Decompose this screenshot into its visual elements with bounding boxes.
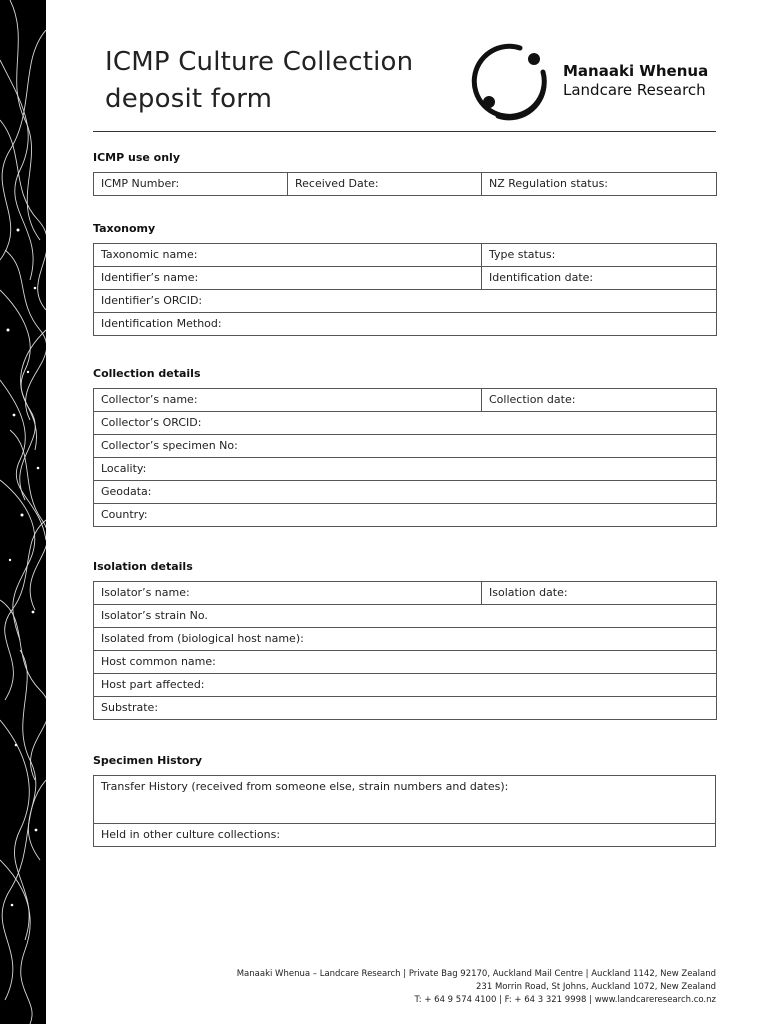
logo-name-english: Landcare Research — [563, 81, 706, 99]
section-title: ICMP use only — [93, 151, 181, 164]
received-date-field[interactable]: Received Date: — [288, 173, 482, 196]
page-title — [105, 44, 413, 118]
locality-field[interactable]: Locality: — [94, 458, 717, 481]
section-title: Collection details — [93, 367, 201, 380]
section-specimen-history — [93, 753, 716, 847]
title-line-1: ICMP Culture Collection — [105, 47, 414, 77]
host-common-name-field[interactable]: Host common name: — [94, 651, 717, 674]
page-footer — [237, 968, 716, 1007]
transfer-history-field[interactable]: Transfer History (received from someone else, strain numbers and dates): — [94, 776, 716, 824]
section-isolation-details — [93, 559, 716, 720]
logo-name-maori: Manaaki Whenua — [563, 62, 709, 80]
country-field[interactable]: Country: — [94, 504, 717, 527]
collector-orcid-field[interactable]: Collector’s ORCID: — [94, 412, 717, 435]
organisation-logo — [470, 42, 730, 122]
header-divider — [93, 131, 716, 132]
collection-table — [93, 388, 717, 527]
decorative-sidebar — [0, 0, 46, 1024]
collection-date-field[interactable]: Collection date: — [482, 389, 717, 412]
geodata-field[interactable]: Geodata: — [94, 481, 717, 504]
section-collection-details — [93, 366, 716, 527]
taxonomic-name-field[interactable]: Taxonomic name: — [94, 244, 482, 267]
isolated-from-field[interactable]: Isolated from (biological host name): — [94, 628, 717, 651]
identifier-orcid-field[interactable]: Identifier’s ORCID: — [94, 290, 717, 313]
icmp-table — [93, 172, 717, 196]
section-icmp-use-only — [93, 150, 716, 196]
identification-method-field[interactable]: Identification Method: — [94, 313, 717, 336]
identifier-name-field[interactable]: Identifier’s name: — [94, 267, 482, 290]
icmp-number-field[interactable]: ICMP Number: — [94, 173, 288, 196]
nz-regulation-field[interactable]: NZ Regulation status: — [482, 173, 717, 196]
host-part-field[interactable]: Host part affected: — [94, 674, 717, 697]
taxonomy-table — [93, 243, 717, 336]
section-title: Isolation details — [93, 560, 193, 573]
footer-line-3: T: + 64 9 574 4100 | F: + 64 3 321 9998 | www.landcareresearch.co.nz — [414, 995, 716, 1005]
held-collections-field[interactable]: Held in other culture collections: — [94, 824, 716, 847]
substrate-field[interactable]: Substrate: — [94, 697, 717, 720]
history-table — [93, 775, 716, 847]
collector-name-field[interactable]: Collector’s name: — [94, 389, 482, 412]
logo-ring-icon — [470, 42, 556, 122]
isolator-name-field[interactable]: Isolator’s name: — [94, 582, 482, 605]
contour-pattern — [0, 0, 46, 1024]
footer-line-1: Manaaki Whenua – Landcare Research | Private Bag 92170, Auckland Mail Centre | Auckland 1142, New Zealand — [236, 969, 716, 979]
identification-date-field[interactable]: Identification date: — [482, 267, 717, 290]
isolation-date-field[interactable]: Isolation date: — [482, 582, 717, 605]
section-taxonomy — [93, 221, 716, 336]
type-status-field[interactable]: Type status: — [482, 244, 717, 267]
footer-line-2: 231 Morrin Road, St Johns, Auckland 1072, New Zealand — [476, 982, 716, 992]
collector-specimen-field[interactable]: Collector’s specimen No: — [94, 435, 717, 458]
title-line-2: deposit form — [105, 84, 273, 114]
section-title: Taxonomy — [93, 222, 156, 235]
isolator-strain-field[interactable]: Isolator’s strain No. — [94, 605, 717, 628]
section-title: Specimen History — [93, 754, 203, 767]
isolation-table — [93, 581, 717, 720]
